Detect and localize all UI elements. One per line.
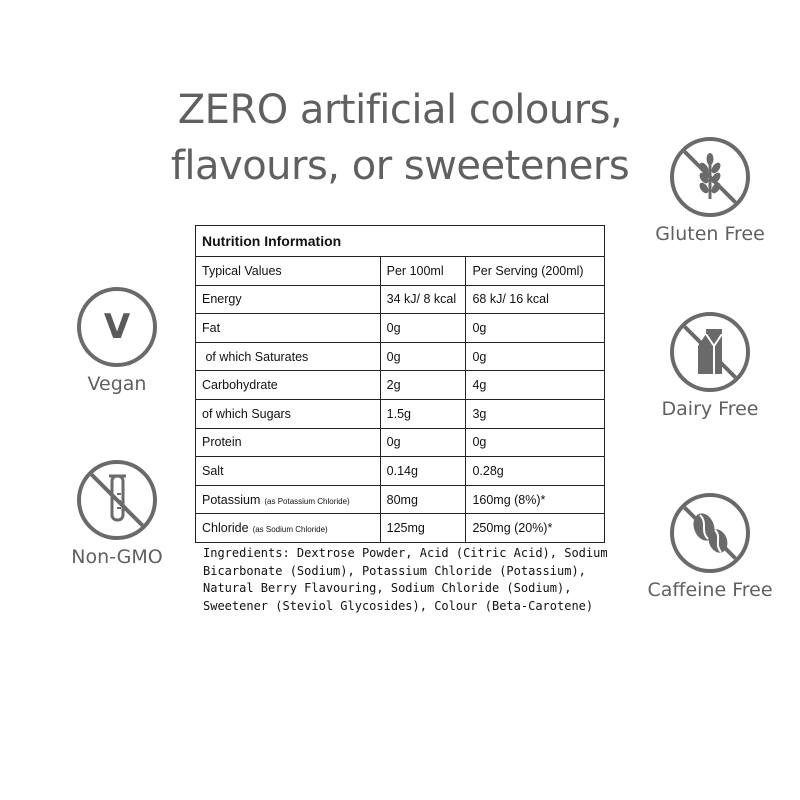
headline	[100, 82, 700, 194]
value-per-100ml: 2g	[380, 371, 466, 400]
headline-line-2: flavours, or sweeteners	[170, 143, 630, 189]
nutrient-name	[196, 371, 381, 400]
ingredients-line-2: Bicarbonate (Sodium), Potassium Chloride (Potassium),	[203, 563, 586, 578]
nutrition-row	[196, 485, 605, 514]
caffeine-free-badge	[630, 493, 790, 601]
nutrient-name	[196, 514, 381, 543]
nutrient-name	[196, 342, 381, 371]
gluten-free-badge	[645, 137, 775, 245]
nutrient-note: (as Sodium Chloride)	[252, 525, 328, 535]
nutrient-name	[196, 399, 381, 428]
value-per-100ml: 80mg	[380, 485, 466, 514]
test-tube-icon	[77, 460, 157, 540]
nutrition-header-row	[196, 257, 605, 286]
nutrition-row	[196, 428, 605, 457]
nutrition-row	[196, 399, 605, 428]
vegan-badge	[67, 287, 167, 395]
nutrition-body	[196, 285, 605, 542]
non-gmo-badge	[57, 460, 177, 568]
nutrition-row	[196, 314, 605, 343]
nutrient-label: Energy	[202, 292, 242, 307]
value-per-serving: 0g	[466, 428, 605, 457]
nutrient-label: Salt	[202, 463, 224, 478]
nutrient-name	[196, 428, 381, 457]
value-per-100ml: 0g	[380, 342, 466, 371]
nutrient-label: Carbohydrate	[202, 378, 278, 393]
ingredients-line-3: Natural Berry Flavouring, Sodium Chloride (Sodium),	[203, 581, 572, 595]
nutrition-row	[196, 371, 605, 400]
coffee-bean-icon	[670, 493, 750, 573]
ingredients-line-1: Ingredients: Dextrose Powder, Acid (Citric Acid), Sodium	[203, 546, 608, 560]
non-gmo-label: Non-GMO	[71, 546, 163, 568]
value-per-serving: 68 kJ/ 16 kcal	[466, 285, 605, 314]
wheat-icon	[670, 137, 750, 217]
caffeine-free-label: Caffeine Free	[647, 579, 773, 601]
value-per-serving: 250mg (20%)*	[466, 514, 605, 543]
dairy-free-badge	[645, 312, 775, 420]
nutrient-label: of which Saturates	[202, 349, 309, 364]
nutrition-title: Nutrition Information	[196, 226, 605, 257]
dairy-free-label: Dairy Free	[661, 398, 759, 420]
value-per-100ml: 0g	[380, 314, 466, 343]
nutrition-row	[196, 457, 605, 486]
value-per-100ml: 125mg	[380, 514, 466, 543]
value-per-serving: 0.28g	[466, 457, 605, 486]
nutrition-row	[196, 285, 605, 314]
header-per-serving: Per Serving (200ml)	[466, 257, 605, 286]
vegan-letter: V	[103, 307, 131, 347]
header-per-100ml: Per 100ml	[380, 257, 466, 286]
nutrient-name	[196, 457, 381, 486]
value-per-serving: 3g	[466, 399, 605, 428]
ingredients-line-4: Sweetener (Steviol Glycosides), Colour (Beta-Carotene)	[203, 598, 594, 613]
value-per-serving: 4g	[466, 371, 605, 400]
nutrition-title-row	[196, 226, 605, 257]
value-per-100ml: 34 kJ/ 8 kcal	[380, 285, 466, 314]
nutrient-label: Protein	[202, 435, 242, 450]
nutrient-name	[196, 485, 381, 514]
vegan-v-icon	[77, 287, 157, 367]
nutrition-row	[196, 342, 605, 371]
nutrition-table	[195, 225, 605, 543]
vegan-label: Vegan	[87, 373, 147, 395]
nutrient-label: of which Sugars	[202, 406, 291, 421]
value-per-serving: 160mg (8%)*	[466, 485, 605, 514]
nutrient-label: Chloride	[202, 521, 249, 536]
nutrition-row	[196, 514, 605, 543]
nutrient-label: Fat	[202, 320, 221, 335]
nutrient-note: (as Potassium Chloride)	[264, 496, 350, 506]
ingredients-text	[203, 545, 613, 615]
nutrient-name	[196, 285, 381, 314]
milk-carton-icon	[670, 312, 750, 392]
nutrient-label: Potassium	[202, 492, 261, 507]
value-per-serving: 0g	[466, 342, 605, 371]
value-per-100ml: 1.5g	[380, 399, 466, 428]
nutrient-name	[196, 314, 381, 343]
value-per-100ml: 0.14g	[380, 457, 466, 486]
gluten-free-label: Gluten Free	[655, 223, 765, 245]
headline-line-1: ZERO artificial colours,	[177, 87, 623, 133]
header-typical-values: Typical Values	[196, 257, 381, 286]
value-per-100ml: 0g	[380, 428, 466, 457]
value-per-serving: 0g	[466, 314, 605, 343]
